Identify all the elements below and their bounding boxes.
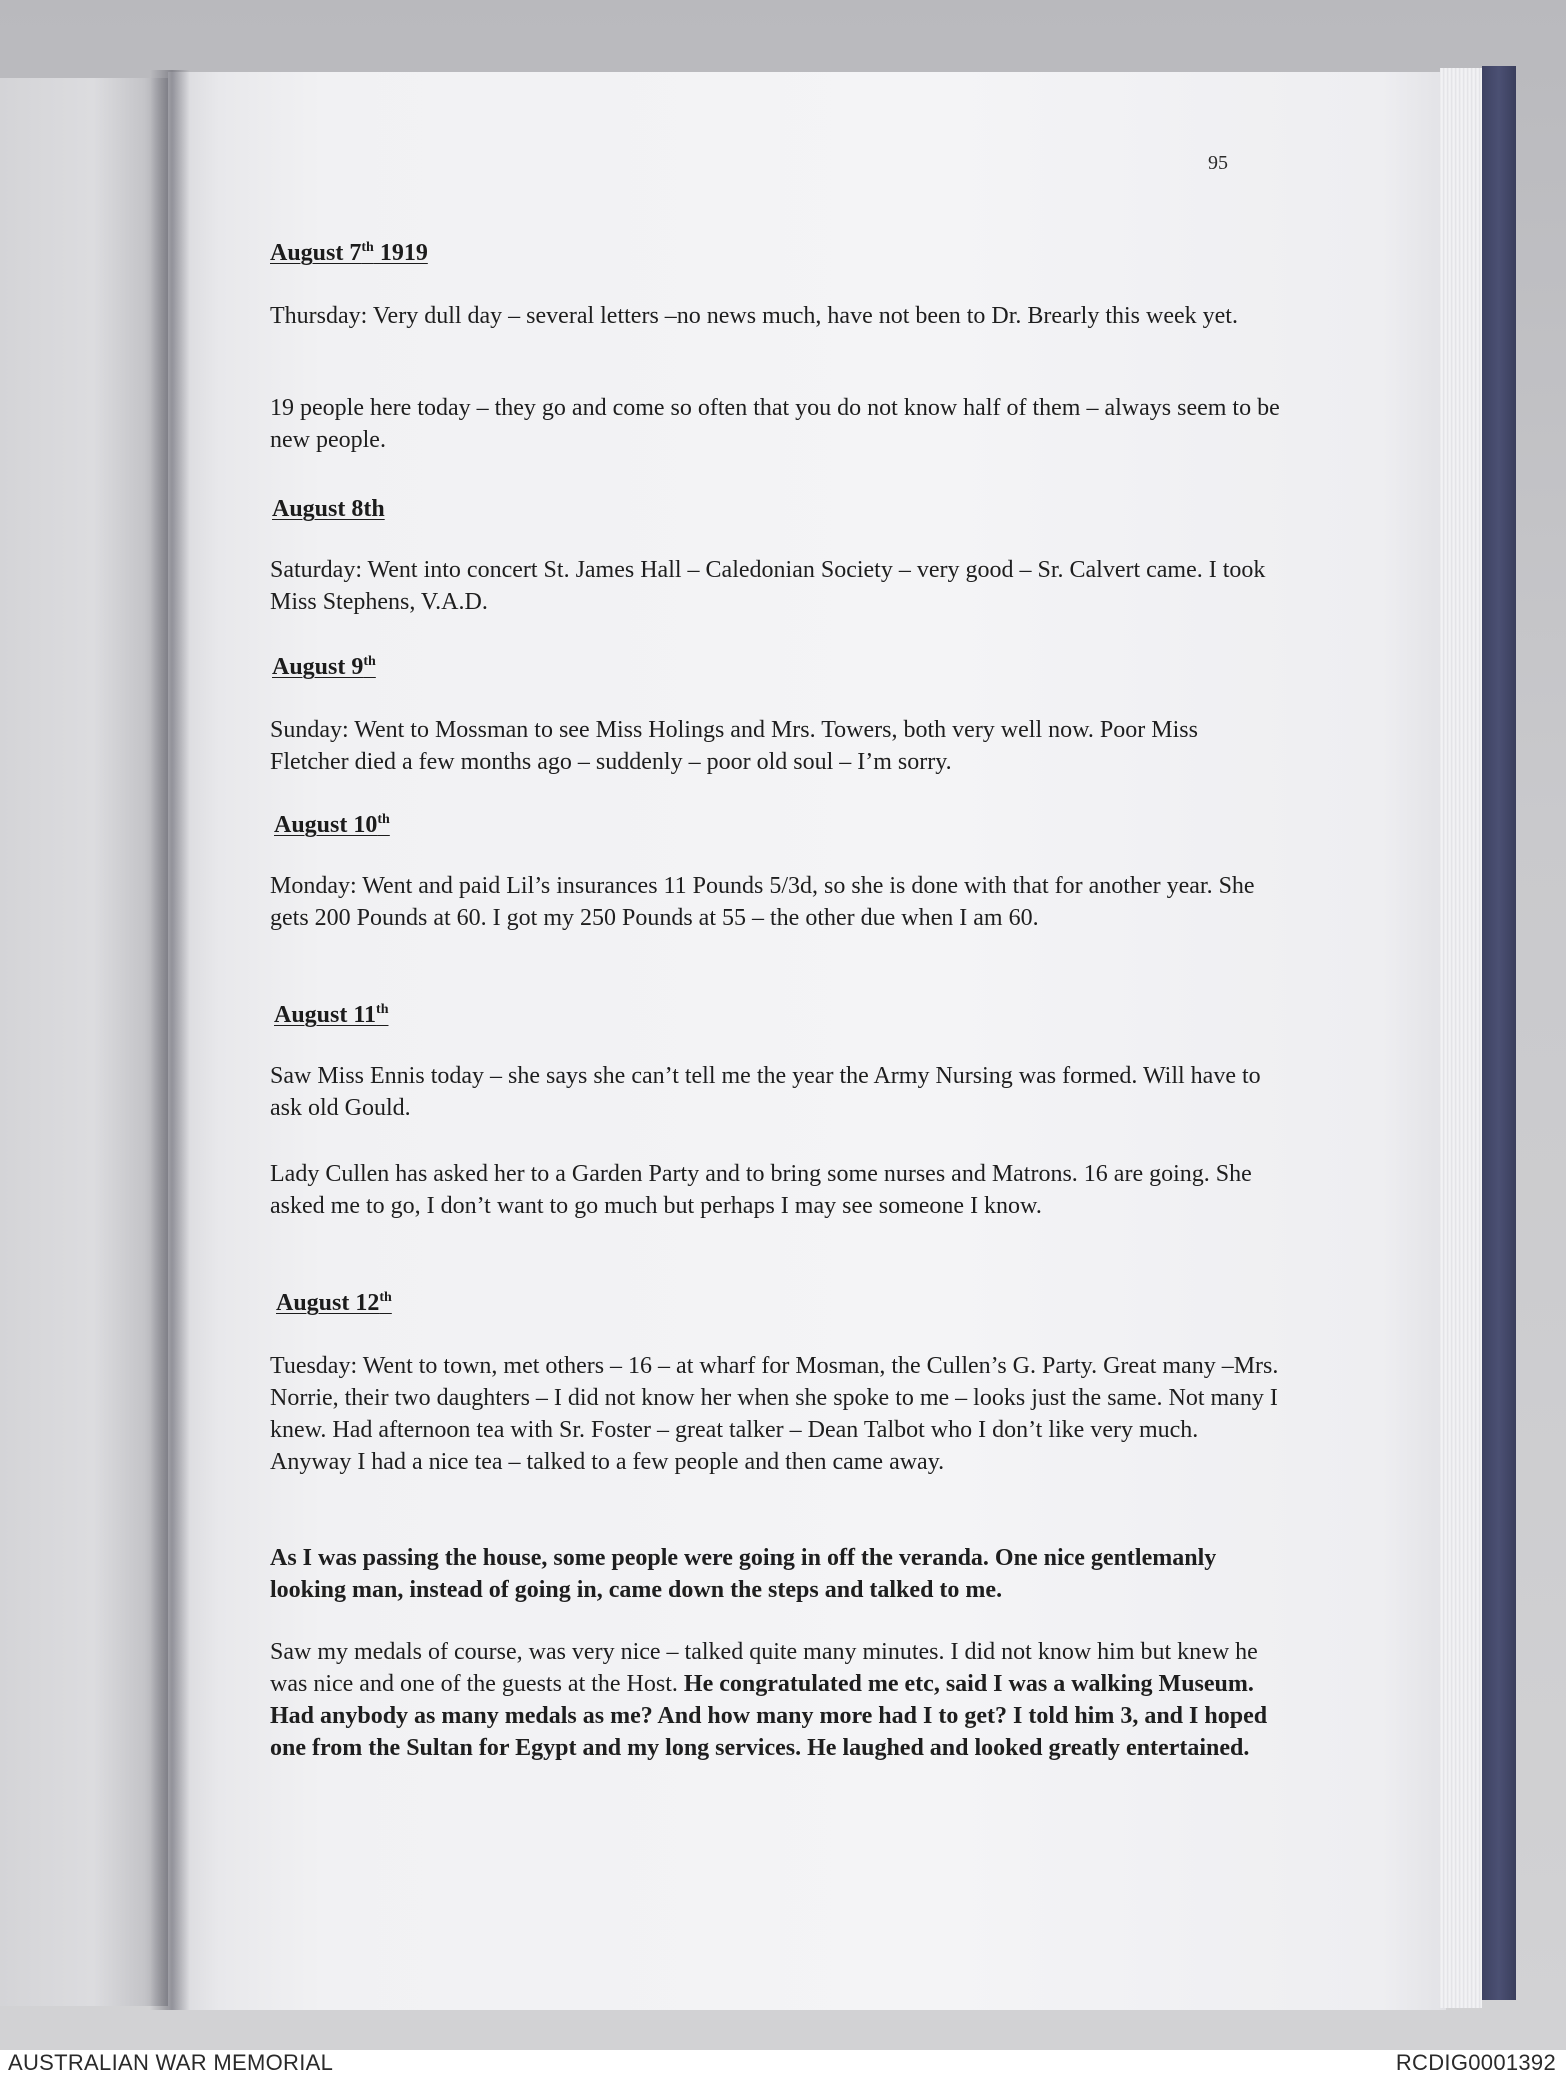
entry-paragraph: Saw Miss Ennis today – she says she can’t tell me the year the Army Nursing was formed. Will have to ask old Gould.	[270, 1063, 1261, 1121]
entry-heading-aug-11: August 11th	[274, 1002, 389, 1028]
entry-paragraph: Monday: Went and paid Lil’s insurances 11 Pounds 5/3d, so she is done with that for another year. She gets 200 Pounds at 60. I got my 250 Pounds at 55 – the other due when I am 60.	[270, 873, 1255, 931]
entry-paragraph: Tuesday: Went to town, met others – 16 – at wharf for Mosman, the Cullen’s G. Party. Great many –Mrs. Norrie, their two daughters – I did not know her when she spoke to me – looks just the same. Not many I knew. Had afternoon tea with Sr. Foster – great talker – Dean Talbot who I don’t like very much. Anyway I had a nice tea – talked to a few people and then came away.	[270, 1353, 1279, 1475]
facing-page-edge	[0, 78, 170, 2006]
entry-heading-aug-8: August 8th	[272, 496, 385, 522]
footer-record-id: RCDIG0001392	[1395, 2050, 1556, 2075]
closing-bold-text: He congratulated me etc, said I was a walking Museum. Had anybody as many medals as me? And how many more had I to get? I told him 3, and I hoped one from the Sultan for Egypt and my long services. He laughed and looked greatly entertained.	[270, 1671, 1268, 1761]
entry-heading-aug-10: August 10th	[274, 812, 390, 838]
entry-paragraph-mixed	[270, 1636, 1280, 1764]
page-block-edges	[1440, 68, 1482, 2008]
entry-heading-aug-12: August 12th	[276, 1290, 392, 1316]
book-gutter	[150, 70, 190, 2010]
entry-paragraph: Saturday: Went into concert St. James Hall – Caledonian Society – very good – Sr. Calvert came. I took Miss Stephens, V.A.D.	[270, 557, 1266, 615]
entry-paragraph-bold: As I was passing the house, some people were going in off the veranda. One nice gentlemanly looking man, instead of going in, came down the steps and talked to me.	[270, 1545, 1217, 1603]
page-number: 95	[1208, 152, 1228, 174]
entry-paragraph: Thursday: Very dull day – several letters –no news much, have not been to Dr. Brearly this week yet.	[270, 303, 1238, 329]
footer-institution: AUSTRALIAN WAR MEMORIAL	[8, 2050, 334, 2075]
closing-plain-text: Saw my medals of course, was very nice – talked quite many minutes. I did not know him but knew he was nice and one of the guests at the Host.	[270, 1639, 1258, 1697]
entry-paragraph: 19 people here today – they go and come so often that you do not know half of them – always seem to be new people.	[270, 395, 1280, 453]
back-cover	[1482, 66, 1516, 2000]
entry-heading-aug-7: August 7th 1919	[270, 240, 428, 266]
entry-paragraph: Lady Cullen has asked her to a Garden Party and to bring some nurses and Matrons. 16 are going. She asked me to go, I don’t want to go much but perhaps I may see someone I know.	[270, 1161, 1252, 1219]
entry-paragraph: Sunday: Went to Mossman to see Miss Holings and Mrs. Towers, both very well now. Poor Miss Fletcher died a few months ago – suddenly – poor old soul – I’m sorry.	[270, 717, 1198, 775]
entry-heading-aug-9: August 9th	[272, 654, 376, 680]
